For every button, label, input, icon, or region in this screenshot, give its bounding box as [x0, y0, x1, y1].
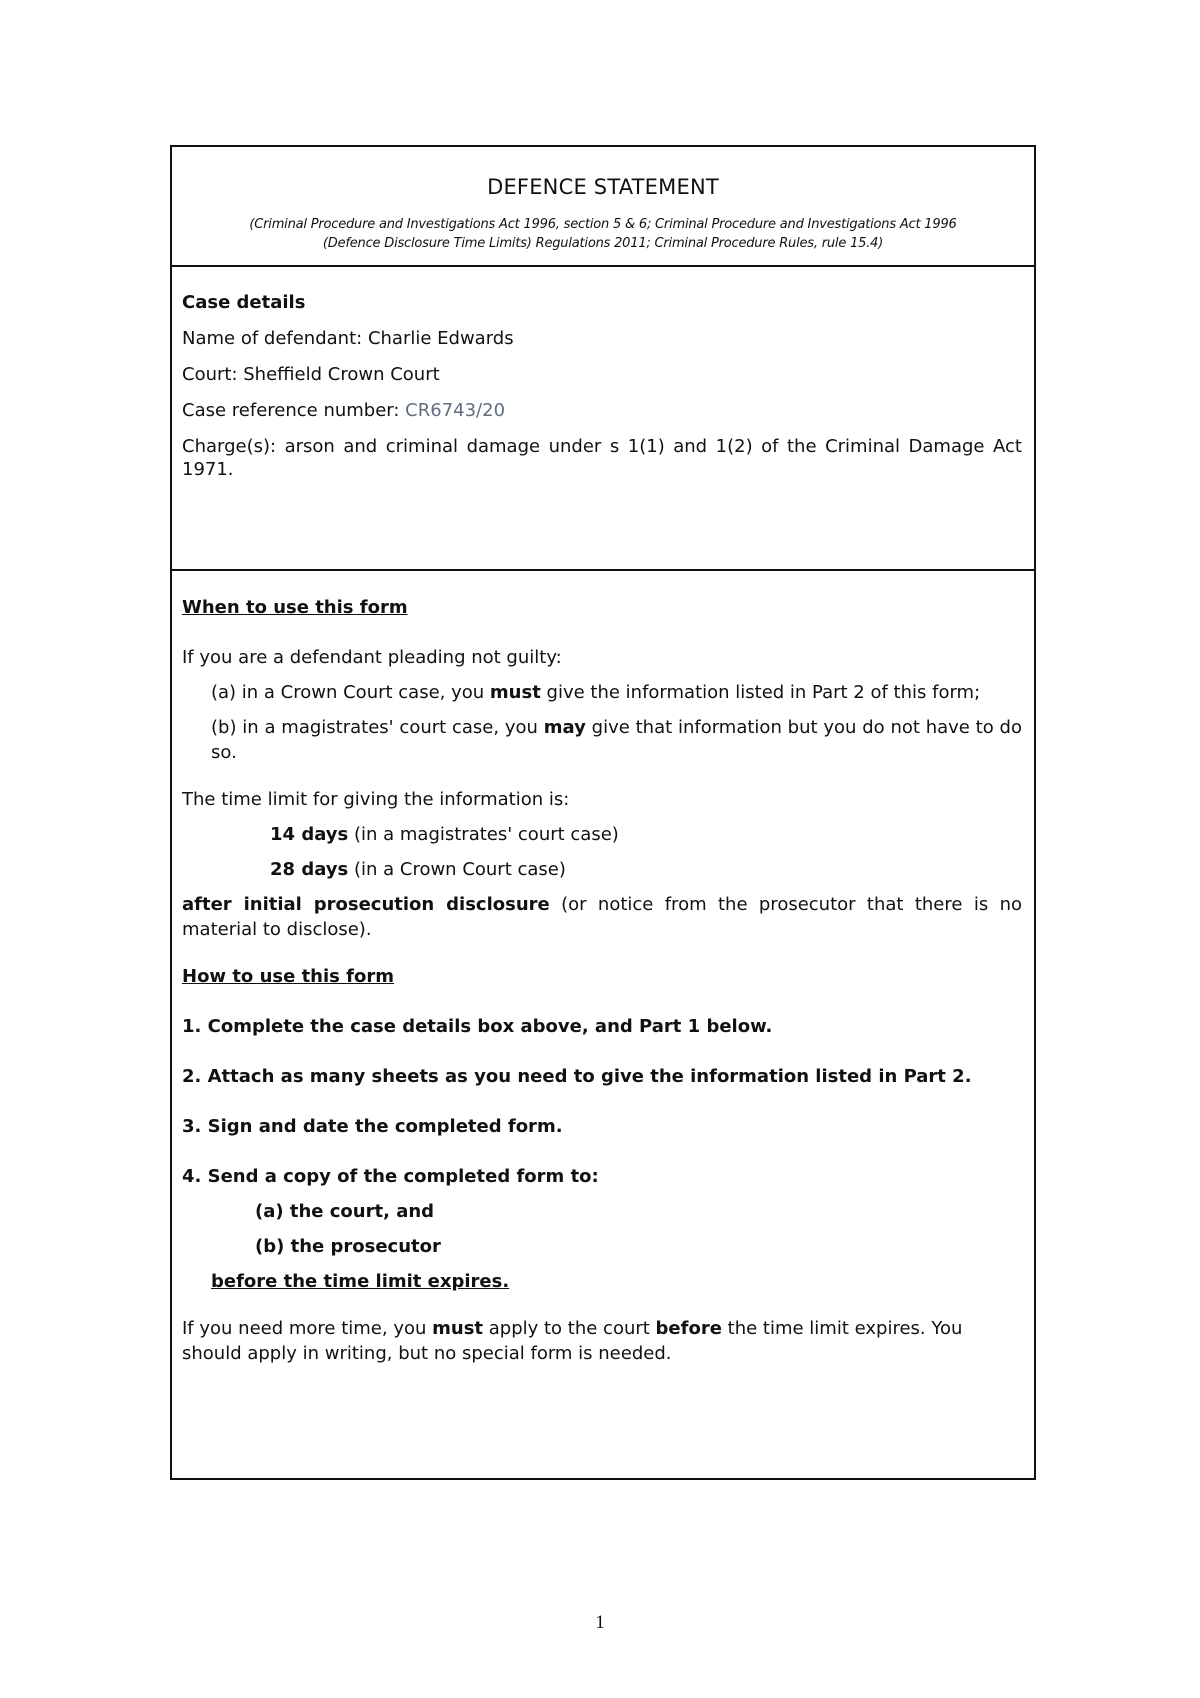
defendant-value: Charlie Edwards: [367, 328, 514, 349]
step-4b: (b) the prosecutor: [255, 1236, 441, 1257]
item-a-text-1: (a) in a Crown Court case, you: [211, 682, 490, 703]
more-time-emphasis-1: must: [432, 1318, 484, 1339]
subtitle-line-2: (Defence Disclosure Time Limits) Regulations 2011; Criminal Procedure Rules, rule 15.4): [322, 236, 884, 251]
item-b-emphasis: may: [543, 717, 586, 738]
step-1: 1. Complete the case details box above, and Part 1 below.: [182, 1016, 773, 1037]
limit-crown: [182, 857, 1022, 882]
more-time-text-3: the time limit expires. You should apply in writing, but no special form is needed.: [182, 1318, 963, 1364]
step-4: 4. Send a copy of the completed form to:: [182, 1166, 599, 1187]
defence-statement-form: [170, 145, 1036, 1480]
charges-label: Charge(s):: [182, 436, 285, 457]
after-disclosure-emphasis: after initial prosecution disclosure: [182, 894, 550, 915]
subtitle-line-1: (Criminal Procedure and Investigations Act 1996, section 5 & 6; Criminal Procedure and Investigations Act 1996: [249, 217, 957, 232]
step-3: 3. Sign and date the completed form.: [182, 1116, 563, 1137]
case-details-section: [172, 267, 1034, 571]
charges-row: [182, 435, 1022, 481]
instructions-section: [172, 571, 1034, 1366]
item-a: [182, 680, 1022, 705]
reference-value: CR6743/20: [405, 400, 506, 421]
defendant-row: [182, 327, 1022, 350]
form-title: DEFENCE STATEMENT: [487, 175, 719, 199]
item-b-text-2: give that information but you do not have to do so.: [211, 717, 1022, 763]
after-disclosure-text: (or notice from the prosecutor that there is no material to disclose).: [182, 894, 1022, 940]
more-time-emphasis-2: before: [655, 1318, 722, 1339]
limit-crown-text: (in a Crown Court case): [348, 859, 566, 880]
item-b-text-1: (b) in a magistrates' court case, you: [211, 717, 544, 738]
reference-label: Case reference number:: [182, 400, 406, 421]
more-time-text-1: If you need more time, you: [182, 1318, 433, 1339]
how-to-use-heading: How to use this form: [182, 966, 394, 987]
form-header: [172, 147, 1034, 267]
step-4a: (a) the court, and: [255, 1201, 435, 1222]
item-b: [182, 715, 1022, 765]
reference-row: [182, 399, 1022, 422]
limit-magistrates: [182, 822, 1022, 847]
when-intro: If you are a defendant pleading not guilty:: [182, 647, 562, 668]
item-a-text-2: give the information listed in Part 2 of this form;: [540, 682, 981, 703]
court-label: Court:: [182, 364, 244, 385]
limit-magistrates-text: (in a magistrates' court case): [348, 824, 619, 845]
limit-magistrates-days: 14 days: [270, 824, 349, 845]
charges-value: arson and criminal damage under s 1(1) and 1(2) of the Criminal Damage Act 1971.: [182, 436, 1022, 480]
step-2: 2. Attach as many sheets as you need to give the information listed in Part 2.: [182, 1066, 972, 1087]
more-time-note: [182, 1316, 1022, 1366]
before-time-limit: before the time limit expires.: [211, 1271, 510, 1292]
court-value: Sheffield Crown Court: [243, 364, 440, 385]
when-to-use-heading: When to use this form: [182, 597, 408, 618]
item-a-emphasis: must: [489, 682, 541, 703]
time-limit-intro: The time limit for giving the information is:: [182, 789, 570, 810]
after-disclosure: [182, 892, 1022, 942]
case-details-heading: Case details: [182, 292, 306, 313]
form-subtitle: [180, 215, 1026, 253]
limit-crown-days: 28 days: [270, 859, 349, 880]
more-time-text-2: apply to the court: [483, 1318, 656, 1339]
page-number: 1: [595, 1612, 605, 1633]
court-row: [182, 363, 1022, 386]
defendant-label: Name of defendant:: [182, 328, 368, 349]
